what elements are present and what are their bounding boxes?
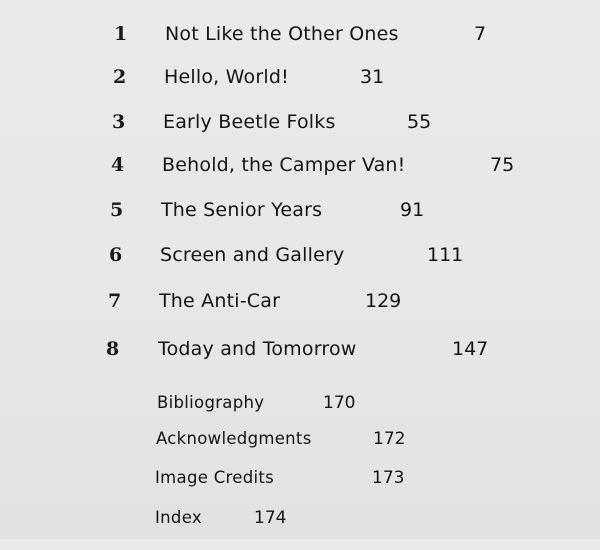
chapter-title: The Anti-Car — [159, 290, 281, 312]
toc-entry-index — [0, 510, 600, 550]
page-number: 129 — [365, 290, 402, 312]
page-number: 7 — [474, 23, 487, 45]
page-number: 172 — [373, 429, 406, 449]
toc-entry-acknowledgments — [0, 431, 600, 471]
back-matter-title: Acknowledgments — [156, 429, 312, 448]
page-number: 31 — [360, 66, 385, 88]
chapter-title: Hello, World! — [164, 66, 289, 88]
chapter-number: 1 — [114, 23, 128, 45]
toc-entry-chapter-7 — [0, 292, 600, 332]
back-matter-title: Image Credits — [155, 468, 275, 487]
page-number: 147 — [452, 338, 489, 360]
chapter-title: Behold, the Camper Van! — [162, 154, 406, 176]
toc-entry-chapter-5 — [0, 201, 600, 241]
toc-entry-chapter-1 — [0, 25, 600, 65]
page-number: 174 — [254, 508, 287, 528]
toc-entry-chapter-6 — [0, 246, 600, 286]
page-number: 91 — [400, 199, 425, 221]
chapter-title: Screen and Gallery — [160, 244, 345, 266]
toc-entry-chapter-8 — [0, 340, 600, 380]
chapter-number: 6 — [109, 244, 123, 266]
page-number: 75 — [490, 154, 515, 176]
chapter-title: Not Like the Other Ones — [165, 23, 399, 45]
chapter-number: 5 — [110, 199, 124, 221]
chapter-number: 2 — [113, 66, 127, 88]
page-number: 173 — [372, 468, 405, 488]
page-number: 111 — [427, 244, 464, 266]
chapter-title: Today and Tomorrow — [158, 338, 357, 360]
back-matter-title: Index — [155, 508, 202, 527]
chapter-number: 3 — [112, 111, 126, 133]
page-number: 55 — [407, 111, 432, 133]
toc-entry-image-credits — [0, 470, 600, 510]
chapter-number: 8 — [106, 338, 120, 360]
chapter-number: 7 — [108, 290, 122, 312]
toc-entry-chapter-2 — [0, 68, 600, 108]
toc-entry-chapter-3 — [0, 113, 600, 153]
back-matter-title: Bibliography — [157, 393, 265, 412]
toc-entry-chapter-4 — [0, 156, 600, 196]
chapter-number: 4 — [111, 154, 125, 176]
page-number: 170 — [323, 393, 356, 413]
chapter-title: Early Beetle Folks — [163, 111, 336, 133]
chapter-title: The Senior Years — [161, 199, 323, 221]
